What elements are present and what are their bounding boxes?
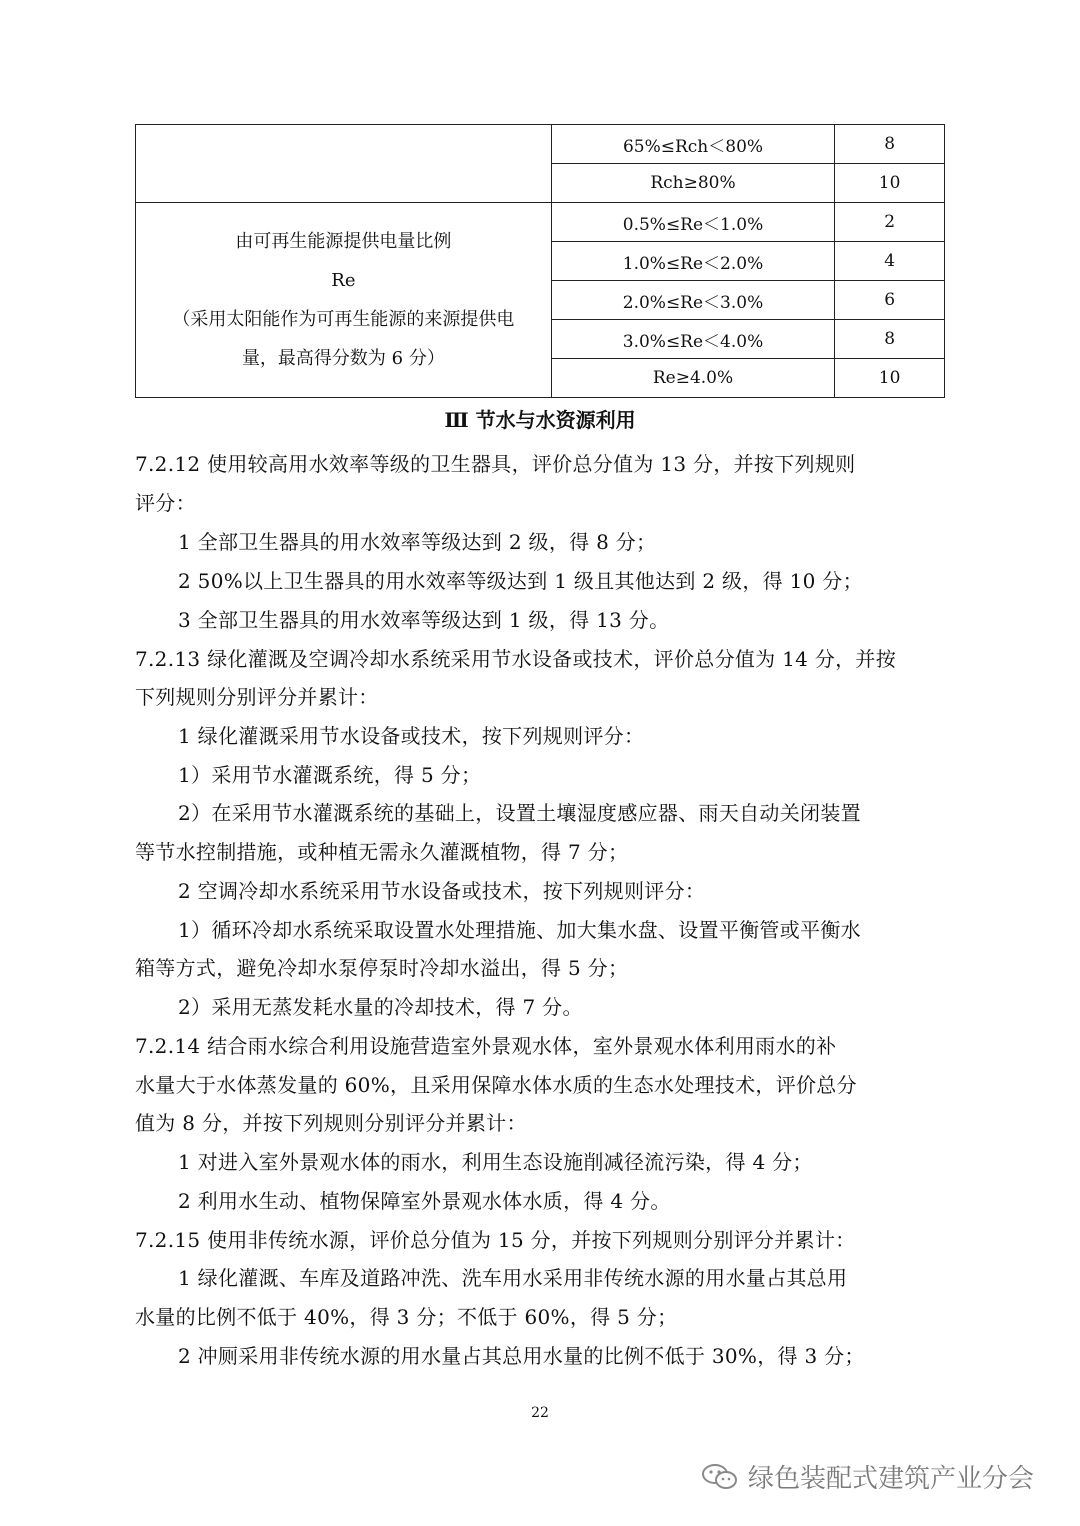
watermark-text: 绿色装配式建筑产业分会	[748, 1464, 1035, 1494]
clause-line: 1 绿化灌溉、车库及道路冲洗、洗车用水采用非传统水源的用水量占其总用	[178, 1266, 848, 1290]
table-row	[136, 125, 945, 164]
clause-line: 2 50%以上卫生器具的用水效率等级达到 1 级且其他达到 2 级，得 10 分；	[178, 569, 863, 593]
clause-line: 3 全部卫生器具的用水效率等级达到 1 级，得 13 分。	[178, 608, 670, 632]
clause-line: 1）循环冷却水系统采取设置水处理措施、加大集水盘、设置平衡管或平衡水	[178, 918, 861, 942]
clause-line: 水量的比例不低于 40%，得 3 分；不低于 60%，得 5 分；	[135, 1305, 678, 1329]
score-cell: 6	[835, 281, 945, 320]
section-heading: Ⅲ 节水与水资源利用	[444, 408, 636, 432]
clause-line: 2 利用水生动、植物保障室外景观水体水质，得 4 分。	[178, 1189, 671, 1213]
watermark	[700, 1458, 1034, 1495]
criteria-line: 量，最高得分数为 6 分）	[241, 348, 445, 369]
clause-line: 7.2.13 绿化灌溉及空调冷却水系统采用节水设备或技术，评价总分值为 14 分，并按	[135, 647, 897, 671]
score-cell: 8	[835, 320, 945, 359]
range-cell: 65%≤Rch＜80%	[551, 125, 834, 164]
wechat-icon	[700, 1462, 740, 1492]
score-cell: 2	[835, 203, 945, 242]
score-table	[135, 124, 945, 398]
empty-criteria-cell	[136, 125, 552, 203]
range-cell: 2.0%≤Re＜3.0%	[551, 281, 834, 320]
clause-line: 1 对进入室外景观水体的雨水，利用生态设施削减径流污染，得 4 分；	[178, 1150, 813, 1174]
range-cell: 3.0%≤Re＜4.0%	[551, 320, 834, 359]
clause-line: 1）采用节水灌溉系统，得 5 分；	[178, 763, 482, 787]
criteria-line: Re	[331, 270, 356, 291]
clause-line: 7.2.14 结合雨水综合利用设施营造室外景观水体，室外景观水体利用雨水的补	[135, 1034, 837, 1058]
range-cell: Re≥4.0%	[551, 359, 834, 398]
clause-line: 值为 8 分，并按下列规则分别评分并累计：	[135, 1111, 527, 1135]
clause-line: 7.2.15 使用非传统水源，评价总分值为 15 分，并按下列规则分别评分并累计：	[135, 1228, 856, 1252]
score-cell: 10	[835, 359, 945, 398]
clause-line: 2）采用无蒸发耗水量的冷却技术，得 7 分。	[178, 995, 583, 1019]
range-cell: 0.5%≤Re＜1.0%	[551, 203, 834, 242]
clause-line: 等节水控制措施，或种植无需永久灌溉植物，得 7 分；	[135, 840, 629, 864]
clause-line: 水量大于水体蒸发量的 60%，且采用保障水体水质的生态水处理技术，评价总分	[135, 1073, 857, 1097]
criteria-line: （采用太阳能作为可再生能源的来源提供电	[172, 309, 515, 330]
range-cell: Rch≥80%	[551, 164, 834, 203]
clause-line: 1 绿化灌溉采用节水设备或技术，按下列规则评分：	[178, 724, 645, 748]
renewable-criteria-cell	[136, 203, 552, 398]
range-cell: 1.0%≤Re＜2.0%	[551, 242, 834, 281]
score-cell: 10	[835, 164, 945, 203]
page-number: 22	[531, 1405, 549, 1421]
table-row	[136, 203, 945, 242]
clause-line: 下列规则分别评分并累计：	[135, 685, 379, 709]
clause-line: 评分：	[135, 491, 196, 515]
clause-line: 箱等方式，避免冷却水泵停泵时冷却水溢出，得 5 分；	[135, 956, 629, 980]
clause-line: 2 空调冷却水系统采用节水设备或技术，按下列规则评分：	[178, 879, 706, 903]
clause-line: 1 全部卫生器具的用水效率等级达到 2 级，得 8 分；	[178, 530, 657, 554]
score-cell: 4	[835, 242, 945, 281]
clause-line: 7.2.12 使用较高用水效率等级的卫生器具，评价总分值为 13 分，并按下列规则	[135, 452, 856, 476]
score-cell: 8	[835, 125, 945, 164]
criteria-line: 由可再生能源提供电量比例	[235, 231, 452, 252]
clause-line: 2 冲厕采用非传统水源的用水量占其总用水量的比例不低于 30%，得 3 分；	[178, 1344, 865, 1368]
clause-line: 2）在采用节水灌溉系统的基础上，设置土壤湿度感应器、雨天自动关闭装置	[178, 801, 861, 825]
